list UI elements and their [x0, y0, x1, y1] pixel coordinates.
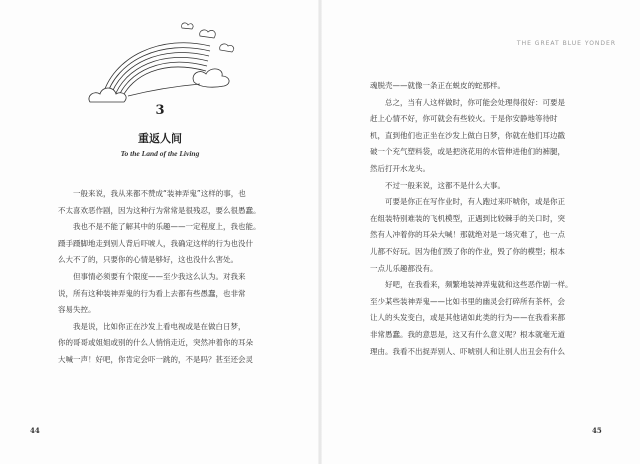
cloud-small-1 [200, 30, 216, 38]
book-gutter [318, 0, 322, 464]
text-line: 总之，当有人这样做时，你可能会处理得很好：可要是 [385, 97, 565, 107]
text-line: 我也不是不能了解其中的乐趣——一定程度上，我也能。 [73, 222, 261, 232]
page-number-right: 45 [592, 426, 602, 435]
text-line: 一般来说，我从来都不赞成“装神弄鬼”这样的事，也 [73, 189, 246, 198]
text-line: 但事情必须要有个限度——至少我这么认为。对我来 [73, 271, 246, 281]
text-line: 在组装特别难装的飞机模型，正遇到比较棘手的关口时，突 [370, 213, 565, 223]
page-number-left: 44 [30, 426, 40, 435]
text-line: 蹑手蹑脚地走到别人背后吓唬人，我确定这样的行为也没什 [58, 238, 253, 248]
right-page-body [370, 78, 585, 360]
left-page-body [58, 186, 268, 369]
text-line: 我是说，比如你正在沙发上看电视或是在做白日梦， [73, 321, 246, 331]
text-line: 一点儿乐趣都没有。 [370, 263, 438, 273]
cloud-small-3 [182, 23, 193, 29]
cloud-left [89, 88, 126, 102]
text-line: 容易失控。 [58, 305, 96, 315]
text-line: 非常愚蠢。我的意思是，这又有什么意义呢？根本就毫无道 [370, 329, 565, 339]
cloud-small-2 [220, 44, 234, 52]
text-line: 好吧，在我看来，频繁地装神弄鬼就和这些恶作剧一样。 [385, 280, 573, 290]
text-line: 可要是你正在写作业时，有人跑过来吓唬你，或是你正 [385, 197, 565, 207]
text-line: 然有人冲着你的耳朵大喊！那就绝对是一场灾难了，也一点 [370, 230, 565, 240]
water-lines [128, 84, 200, 96]
rainbow-clouds-illustration [82, 16, 242, 108]
text-line: 理由。我看不出捉弄别人、吓唬别人和让别人出丑会有什么 [370, 346, 565, 356]
chapter-number: 3 [155, 103, 165, 118]
text-line: 不太喜欢恶作剧，因为这种行为常常是很残忍，要么很愚蠢。 [58, 205, 261, 215]
running-header: THE GREAT BLUE YONDER [516, 40, 616, 47]
text-line: 你的哥哥或姐姐或别的什么人悄悄走近，突然冲着你的耳朵 [58, 338, 253, 348]
chapter-subtitle: To the Land of the Living [120, 149, 200, 158]
text-line: 么大不了的，只要你的心情是够好，这也没什么害处。 [58, 255, 238, 265]
text-line: 至少某些装神弄鬼——比如书里的幽灵会打碎所有茶杯，会 [370, 296, 565, 306]
text-line: 破一个充气塑料袋，或是把浇花用的水管伸进他们的裤腿， [370, 147, 565, 157]
text-line: 机，直到他们也正坐在沙发上做白日梦，你就在他们耳边戳 [370, 130, 565, 140]
text-line: 大喊一声！好吧，你肯定会吓一跳的，不是吗？甚至还会灵 [58, 354, 253, 364]
text-line: 让人的头发变白，或是其他诸如此类的行为——在我看来都 [370, 313, 565, 323]
text-line: 魂脱壳——就像一条正在蜕皮的蛇那样。 [370, 81, 505, 90]
text-line: 然后打开水龙头。 [370, 163, 430, 173]
text-line: 赶上心情不好，你可就会有些较火。于是你安静地等待时 [370, 114, 558, 124]
text-line: 说，所有这种装神弄鬼的行为看上去都有些愚蠢，也非常 [58, 288, 246, 298]
text-line: 不过一般来说，这都不是什么大事。 [385, 180, 505, 190]
text-line: 儿都不好玩。因为他们毁了你的作业，毁了你的模型；根本 [370, 246, 565, 256]
chapter-title: 重返人间 [138, 132, 182, 145]
